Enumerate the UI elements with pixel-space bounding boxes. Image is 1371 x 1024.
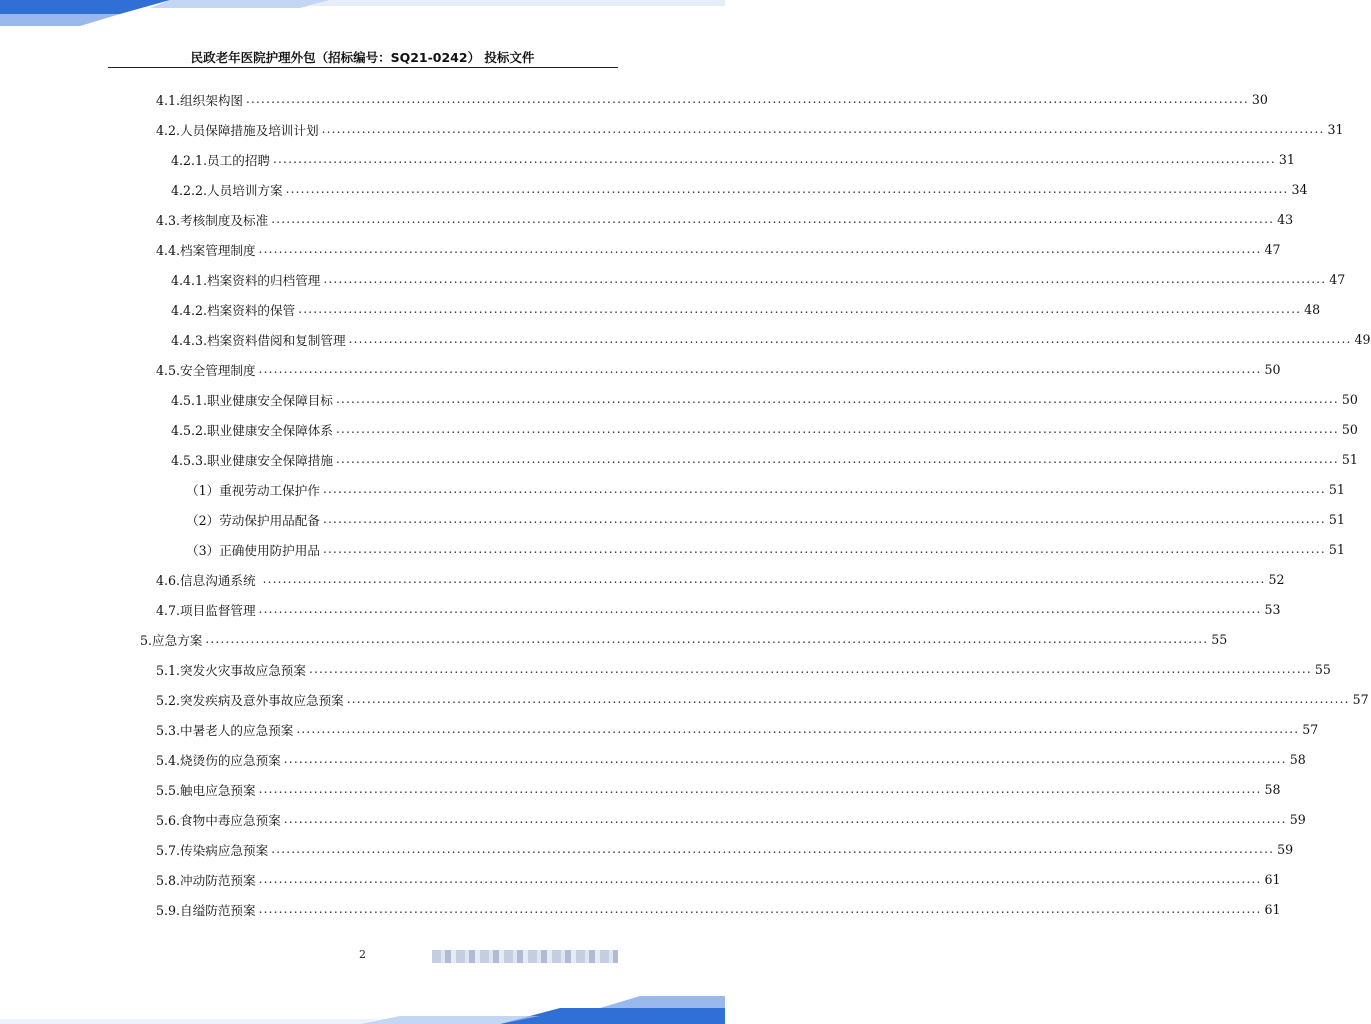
- toc-entry[interactable]: [156, 86, 1268, 112]
- toc-entry[interactable]: [140, 626, 1228, 652]
- toc-leader-dots: ........................................................................................................................................................................................................: [322, 482, 1326, 496]
- toc-entry-label: 5.7.传染病应急预案: [156, 842, 269, 858]
- toc-entry-page: 53: [1264, 601, 1281, 617]
- toc-entry-page: 50: [1341, 421, 1358, 437]
- toc-entry-page: 50: [1264, 361, 1281, 377]
- toc-leader-dots: ........................................................................................................................................................................................................: [298, 302, 1302, 316]
- toc-entry[interactable]: [171, 446, 1358, 472]
- toc-entry-label: 4.5.安全管理制度: [156, 362, 256, 378]
- toc-entry-page: 30: [1251, 91, 1268, 107]
- toc-leader-dots: ........................................................................................................................................................................................................: [246, 92, 1249, 106]
- toc-entry-label: 4.7.项目监督管理: [156, 602, 256, 618]
- toc-leader-dots: ........................................................................................................................................................................................................: [322, 512, 1326, 526]
- toc-entry[interactable]: [156, 206, 1294, 232]
- toc-entry-page: 61: [1264, 901, 1281, 917]
- toc-leader-dots: ........................................................................................................................................................................................................: [258, 242, 1262, 256]
- toc-leader-dots: ........................................................................................................................................................................................................: [308, 662, 1312, 676]
- toc-leader-dots: ........................................................................................................................................................................................................: [258, 872, 1262, 886]
- toc-entry[interactable]: [186, 476, 1345, 502]
- toc-entry[interactable]: [156, 356, 1281, 382]
- blurred-watermark: [432, 950, 618, 963]
- toc-entry-label: （1）重视劳动工保护作: [186, 482, 320, 498]
- toc-entry[interactable]: [171, 266, 1346, 292]
- toc-entry-page: 31: [1327, 121, 1344, 137]
- toc-entry-page: 59: [1289, 811, 1306, 827]
- toc-entry[interactable]: [156, 596, 1281, 622]
- toc-entry-page: 47: [1329, 271, 1346, 287]
- toc-entry[interactable]: [171, 326, 1371, 352]
- toc-leader-dots: ........................................................................................................................................................................................................: [322, 542, 1326, 556]
- toc-entry-label: 4.4.2.档案资料的保管: [171, 302, 296, 318]
- toc-entry[interactable]: [186, 536, 1345, 562]
- toc-entry-label: 5.4.烧烫伤的应急预案: [156, 752, 281, 768]
- toc-leader-dots: ........................................................................................................................................................................................................: [258, 782, 1262, 796]
- toc-entry-label: 5.9.自缢防范预案: [156, 902, 256, 918]
- toc-entry-page: 59: [1277, 841, 1294, 857]
- toc-entry[interactable]: [171, 386, 1358, 412]
- toc-leader-dots: ........................................................................................................................................................................................................: [271, 212, 1275, 226]
- toc-entry-page: 57: [1302, 721, 1319, 737]
- toc-entry-label: 4.6.信息沟通系统: [156, 572, 260, 588]
- toc-leader-dots: ........................................................................................................................................................................................................: [283, 812, 1287, 826]
- toc-entry-page: 50: [1341, 391, 1358, 407]
- toc-leader-dots: ........................................................................................................................................................................................................: [336, 422, 1339, 436]
- toc-entry[interactable]: [156, 866, 1281, 892]
- toc-entry-page: 48: [1304, 301, 1321, 317]
- toc-entry-label: 4.5.2.职业健康安全保障体系: [171, 422, 333, 438]
- toc-leader-dots: ........................................................................................................................................................................................................: [321, 122, 1325, 136]
- toc-entry-label: （3）正确使用防护用品: [186, 542, 320, 558]
- toc-leader-dots: ........................................................................................................................................................................................................: [296, 722, 1300, 736]
- toc-entry-page: 58: [1264, 781, 1281, 797]
- toc-entry-label: 4.5.1.职业健康安全保障目标: [171, 392, 333, 408]
- toc-leader-dots: ........................................................................................................................................................................................................: [258, 902, 1262, 916]
- toc-entry-page: 55: [1211, 631, 1228, 647]
- toc-entry-page: 51: [1341, 451, 1358, 467]
- toc-entry[interactable]: [156, 656, 1331, 682]
- toc-entry-label: 4.4.档案管理制度: [156, 242, 256, 258]
- toc-entry[interactable]: [171, 146, 1295, 172]
- toc-entry[interactable]: [156, 776, 1281, 802]
- toc-entry-page: 58: [1289, 751, 1306, 767]
- toc-entry-label: 4.3.考核制度及标准: [156, 212, 269, 228]
- toc-entry-page: 52: [1268, 571, 1285, 587]
- toc-entry[interactable]: [156, 716, 1319, 742]
- toc-entry-label: 4.2.人员保障措施及培训计划: [156, 122, 319, 138]
- toc-entry[interactable]: [171, 416, 1358, 442]
- toc-leader-dots: ........................................................................................................................................................................................................: [205, 632, 1209, 646]
- toc-entry-page: 51: [1328, 481, 1345, 497]
- toc-leader-dots: ........................................................................................................................................................................................................: [346, 692, 1350, 706]
- toc-entry-label: 5.应急方案: [140, 632, 203, 648]
- header-divider: [108, 67, 618, 68]
- toc-entry[interactable]: [171, 176, 1308, 202]
- toc-entry-page: 43: [1277, 211, 1294, 227]
- toc-leader-dots: ........................................................................................................................................................................................................: [336, 392, 1339, 406]
- toc-entry-label: 4.4.3.档案资料借阅和复制管理: [171, 332, 346, 348]
- toc-entry-page: 31: [1278, 151, 1295, 167]
- toc-entry-page: 51: [1328, 541, 1345, 557]
- toc-leader-dots: ........................................................................................................................................................................................................: [258, 362, 1262, 376]
- footer-decoration: [0, 964, 725, 1024]
- toc-leader-dots: ........................................................................................................................................................................................................: [285, 182, 1289, 196]
- toc-entry-label: 5.1.突发火灾事故应急预案: [156, 662, 306, 678]
- toc-entry[interactable]: [156, 746, 1306, 772]
- toc-entry-label: 4.2.1.员工的招聘: [171, 152, 271, 168]
- toc-entry[interactable]: [156, 236, 1281, 262]
- toc-entry-label: 4.1.组织架构图: [156, 92, 244, 108]
- toc-entry[interactable]: [156, 566, 1285, 592]
- toc-entry[interactable]: [156, 686, 1369, 712]
- toc-entry-page: 47: [1264, 241, 1281, 257]
- toc-entry-label: 5.3.中暑老人的应急预案: [156, 722, 294, 738]
- toc-entry-label: 5.6.食物中毒应急预案: [156, 812, 281, 828]
- toc-entry-label: 4.5.3.职业健康安全保障措施: [171, 452, 333, 468]
- toc-entry[interactable]: [156, 836, 1294, 862]
- toc-entry-page: 55: [1314, 661, 1331, 677]
- toc-leader-dots: ........................................................................................................................................................................................................: [271, 842, 1275, 856]
- toc-entry-label: 4.4.1.档案资料的归档管理: [171, 272, 321, 288]
- toc-entry[interactable]: [156, 806, 1306, 832]
- toc-leader-dots: ........................................................................................................................................................................................................: [348, 332, 1352, 346]
- toc-entry-label: 4.2.2.人员培训方案: [171, 182, 283, 198]
- toc-leader-dots: ........................................................................................................................................................................................................: [336, 452, 1339, 466]
- toc-entry[interactable]: [156, 116, 1344, 142]
- toc-entry-label: 5.2.突发疾病及意外事故应急预案: [156, 692, 344, 708]
- document-header-title: 民政老年医院护理外包（招标编号：SQ21-0242） 投标文件: [190, 50, 535, 65]
- toc-entry-label: 5.5.触电应急预案: [156, 782, 256, 798]
- toc-leader-dots: ........................................................................................................................................................................................................: [323, 272, 1327, 286]
- page-number: 2: [359, 948, 366, 961]
- toc-entry-label: （2）劳动保护用品配备: [186, 512, 320, 528]
- toc-leader-dots: ........................................................................................................................................................................................................: [273, 152, 1276, 166]
- toc-entry[interactable]: [186, 506, 1345, 532]
- toc-leader-dots: ........................................................................................................................................................................................................: [258, 602, 1262, 616]
- toc-leader-dots: ........................................................................................................................................................................................................: [283, 752, 1287, 766]
- toc-entry-page: 34: [1291, 181, 1308, 197]
- toc-entry-label: 5.8.冲动防范预案: [156, 872, 256, 888]
- toc-entry-page: 57: [1352, 691, 1369, 707]
- toc-entry[interactable]: [156, 896, 1281, 922]
- toc-leader-dots: ........................................................................................................................................................................................................: [262, 572, 1266, 586]
- toc-entry-page: 49: [1354, 331, 1371, 347]
- toc-entry-page: 61: [1264, 871, 1281, 887]
- toc-entry-page: 51: [1328, 511, 1345, 527]
- toc-entry[interactable]: [171, 296, 1321, 322]
